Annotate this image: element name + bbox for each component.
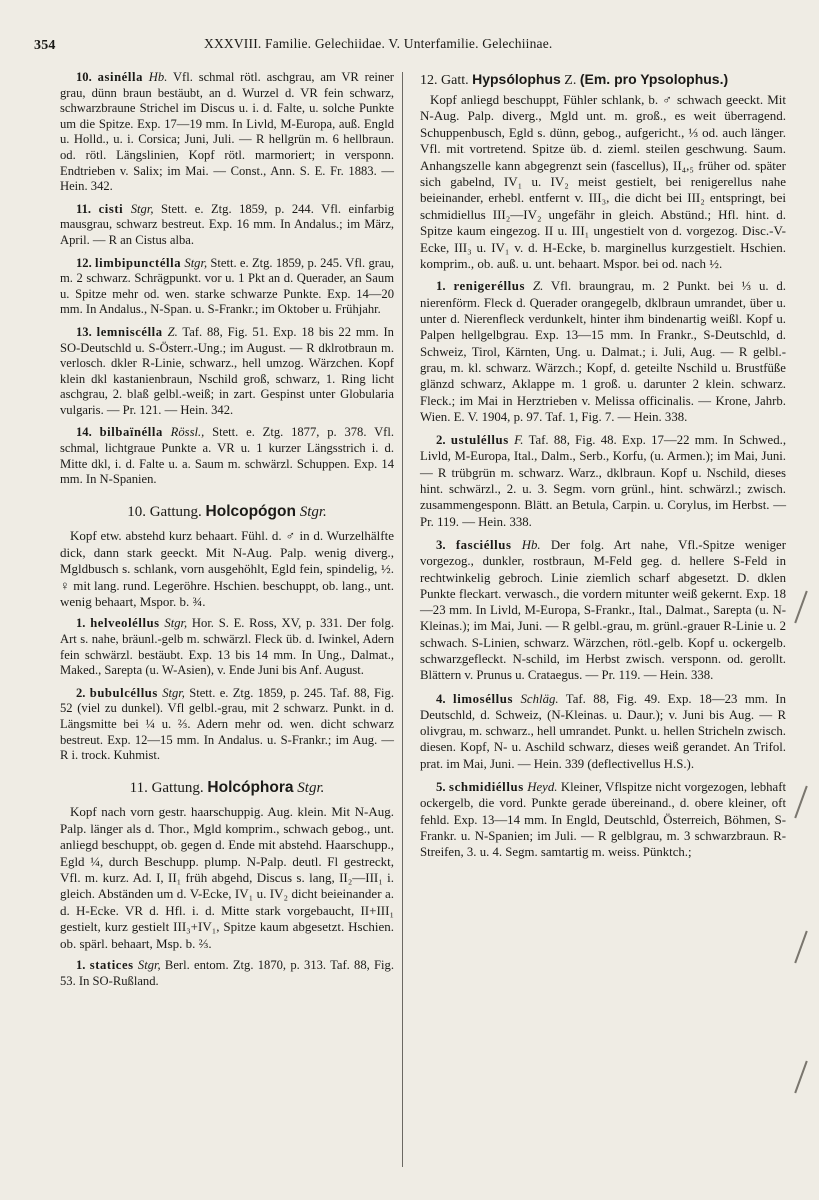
- species-author: Schläg.: [520, 691, 559, 706]
- right-column: [420, 70, 786, 868]
- species-author: Hb.: [148, 70, 168, 84]
- species-text: Der folg. Art nahe, Vfl.-Spitze weniger vorgezog., dunkler, rostbraun, M-Feld geg. d. hellere S-Feld in rechtwinkelig gebroch. Linie ziemlich scharf abgesetzt. D. dklen Punkte fleckart. verwasch., die vordern mitunter weiß gekernt. Exp. 18—23 mm. In Livld, M-Europa, S-Frankr., Ital., Dalmat., Sarepta (u. N-Kleinas.); im Mai, Juni. — R gelbl.-grau, m. grünl.-grauer R-Linie u. 2 schwach. S-Linien, schwarz. Wärzchen, rötl.-gelb. Kopf u. ockergelb. schwarzgefleckt. N-schild, im Herbst zwisch. versponn. od. gerollt. Blättern v. Prunus u. Crataegus. — Pr. 119. — Hein. 338.: [420, 537, 786, 683]
- genus-author: Z.: [564, 73, 577, 88]
- species-name: statices: [89, 958, 134, 973]
- species-text: Vfl. braungrau, m. 2 Punkt. bei ⅓ u. d. nierenförm. Fleck d. Querader orangegelb, dklbraun umrandet, über u. unter d. Nierenfleck verdunkelt, hinter ihm bindenartig weißl. Kopf u. Palpen hellgelbgrau. Exp. 13—15 mm. In Frankr., S-Deutschld, d. Schweiz, Tirol, Kärnten, Ung. u. Dalmat.; i. Juli, Aug. — R gelbl.-grau, m. kl. schwarz. Wärzch.; Kopf, d. geteilte Nschild u. Brustfüße glänzd schwarz, Aklappe m. 1 groß. u. darunter 2 klein. schwarz. Fleck.; im Mai in Herztrieben v. Melissa officinalis. — Krone, Jahrb. Wien. E. V. 1904, p. 97. Taf. 1, Fig. 7. — Hein. 338.: [420, 279, 786, 424]
- species-author: Stgr,: [184, 255, 208, 270]
- genus-emendation: (Em. pro Ypsolophus.): [579, 71, 729, 87]
- species-text: Stett. e. Ztg. 1877, p. 378. Vfl. schmal, lichtgraue Punkte a. VR u. 1 kurzer Längsstrich i. d. Mitte dkl, i. d. Falte u. a. Saum m. schwärzl. Schuppen. Exp. 14 mm. In N-Spanien.: [60, 425, 395, 487]
- species-number: 2.: [436, 433, 446, 448]
- species-name: schmidiéllus: [449, 780, 524, 795]
- species-entry: [420, 779, 786, 860]
- species-author: Hb.: [521, 537, 541, 552]
- species-number: 3.: [436, 537, 446, 552]
- species-name: bubulcéllus: [89, 685, 158, 700]
- species-paragraph: [60, 958, 394, 989]
- species-text: Kleiner, Vflspitze nicht vorgezogen, lebhaft ockergelb, die vord. Punkte gerade übereinand., d. obere kleiner, oft fehld. Exp. 13—14 mm. In Engld, Deutschld, Österreich, Böhmen, S-Frankr. u. N-Spanien; im Juli. — R gelblgrau, m. 3 schwarzbraun. R-Streifen, 3. u. 4. Segm. samtartig m. weiss. Pünktch.;: [420, 780, 787, 860]
- species-number: 11.: [76, 201, 92, 216]
- species-number: 12.: [76, 255, 92, 270]
- species-paragraph: [60, 686, 394, 764]
- species-paragraph: [60, 425, 394, 487]
- species-entry: [420, 432, 786, 530]
- species-entry: [60, 958, 394, 989]
- genus-name: Holcopógon: [205, 502, 296, 520]
- species-entry: [420, 691, 786, 772]
- species-list-gelechia: [60, 70, 394, 488]
- species-number: 2.: [76, 685, 86, 700]
- genus-name: Hypsólophus: [472, 71, 561, 87]
- species-entry: [420, 278, 786, 425]
- species-list-holcopogon: [60, 616, 394, 763]
- genus-name: Holcóphora: [207, 778, 294, 796]
- species-text: Berl. entom. Ztg. 1870, p. 313. Taf. 88, Fig. 53. In SO-Rußland.: [60, 958, 394, 988]
- species-author: Z.: [167, 324, 178, 339]
- species-paragraph: [60, 325, 394, 419]
- species-entry: [60, 425, 394, 487]
- pencil-margin-mark: [794, 931, 808, 964]
- pencil-margin-mark: [794, 786, 808, 819]
- species-number: 13.: [76, 324, 92, 339]
- species-paragraph: [60, 616, 394, 678]
- species-author: Heyd.: [527, 780, 558, 795]
- species-number: 10.: [76, 70, 92, 84]
- species-list-hypsolophus: [420, 278, 786, 860]
- genus-description-holcophora: Kopf nach vorn gestr. haarschuppig. Aug. klein. Mit N-Aug. Palp. länger als d. Thor., Mgld komprim., schwach gebog., unt. anliegd beschuppt, ob. gegen d. Ende mit abstehd. Haarschupp., Egld ¼, durch Beschupp. plump. N-Palp. deutl. Fl gestreckt, Vfl. m. kurz. Ad. I, II₁ früh abgehd, Discus s. lang, II₂—III₁ i. gleich. Abständen um d. V-Ecke, IV₁ u. IV₂ dicht beieinander a. d. H-Ecke. VR d. Hfl. i. d. Mitte stark vorgebaucht, II+III₁ gestielt, kurz gestielt III₃+IV₁, Spitze kaum abgesetzt. Hschien. ob. spärl. behaart, Msp. b. ⅔.: [60, 804, 394, 951]
- species-text: Taf. 88, Fig. 49. Exp. 18—23 mm. In Deutschld, d. Schweiz, (N-Kleinas. u. Daur.); v. Juni bis Aug. — R olivgrau, m. schwarz., hell umrandet. Punkt. u. hellen Stricheln zwisch. diesen. Kopf, N- u. Aschild schwarz, dieses weiß gerandet. An Trifol. prat. im Mai, Juni. — Hein. 339 (deflectivellus H.S.).: [420, 691, 787, 771]
- species-entry: [60, 616, 394, 678]
- species-author: Stgr,: [164, 616, 188, 631]
- species-text: Stett. e. Ztg. 1859, p. 245. Taf. 88, Fig. 52 (viel zu dunkel). Vfl gelbl.-grau, mit 2 schwarz. Punkt. in d. Längsmitte bei ¼ u. ⅔. Adern mehr od. wen. dicht schwarz bestreut. Exp. 12—15 mm. In Andalus. u. S-Frankr.; im Aug. — R i. trock. Kuhmist.: [60, 685, 394, 763]
- species-entry: [60, 70, 394, 195]
- page-number: 354: [34, 38, 56, 53]
- genus-heading-hypsolophus: [420, 70, 786, 90]
- species-name: fasciéllus: [455, 537, 512, 552]
- species-author: Z.: [532, 279, 544, 294]
- genus-number: 12. Gatt.: [420, 73, 469, 88]
- species-text: Taf. 88, Fig. 51. Exp. 18 bis 22 mm. In SO-Deutschld u. S-Österr.-Ung.; im August. — R dklrotbraun m. verlosch. dkler R-Linie, schwarz., hell umzog. Wärzchen. Kopf klein dkl kastanienbraun, Nschild groß, schwarz, 1. Ring licht aschgrau, 2. blaß gelbl.-weiß; in zart. Gespinst unter Globularia vulgaris. — Pr. 121. — Hein. 342.: [60, 324, 394, 417]
- species-number: 14.: [76, 425, 92, 440]
- species-name: helveoléllus: [90, 616, 160, 631]
- genus-number: 11. Gattung.: [129, 779, 204, 796]
- species-name: lemniscélla: [96, 324, 163, 339]
- species-author: F.: [514, 433, 524, 448]
- genus-author: Stgr.: [297, 779, 325, 796]
- species-author: Stgr,: [162, 685, 185, 700]
- species-text: Taf. 88, Fig. 48. Exp. 17—22 mm. In Schwed., Livld, M-Europa, Ital., Dalm., Serb., Korfu, (u. Armen.); im Mai, Juni. — R trübgrün m. schwarz. Warz., dklbraun. Kopf u. Nschild, dieses hint. schwärzl., 2. u. 3. Segm. vorn grünl., hint. schwärzl.; zwisch. zusammengesponn. Blätt. an Betula, Carpin. u. Corylus, im Herbst. — Pr. 119. — Hein. 338.: [420, 433, 787, 529]
- species-number: 1.: [76, 616, 86, 631]
- species-name: asinélla: [97, 70, 143, 84]
- pencil-margin-mark: [794, 1061, 808, 1094]
- species-paragraph: [420, 278, 786, 425]
- species-paragraph: [420, 432, 786, 530]
- species-text: Stett. e. Ztg. 1859, p. 245. Vfl. grau, m. 2 schwarz. Schrägpunkt. vor u. 1 Pkt an d. Querader, an Saum u. Spitze mehr od. wen. starke schwarze Punkte. Exp. 14—20 mm. In Andalus., N-Span. u. S-Frankr.; im Oktober u. Frühjahr.: [60, 255, 394, 317]
- species-author: Stgr,: [137, 958, 161, 973]
- species-text: Hor. S. E. Ross, XV, p. 331. Der folg. Art s. nahe, bräunl.-gelb m. schwärzl. Fleck üb. d. Iwinkel, Adern fein schwärzl. bestäubt. Exp. 13 bis 14 mm. In Ung., Dalmat., Maked., Sarepta (u. W-Asien), v. Ende Juni bis Anf. August.: [60, 616, 395, 678]
- species-name: ustuléllus: [450, 433, 509, 448]
- column-divider: [402, 72, 403, 1167]
- genus-description-holcopogon: Kopf etw. abstehd kurz behaart. Fühl. d. ♂ in d. Wurzelhälfte dick, dann stark geeckt. Mit N-Aug. Palp. wenig diverg., Mgldbusch s. schlank, vorn ausgehöhlt, Egld fein, spindelig, ½. ♀ mit lang. rund. Legeröhre. Hschien. beschuppt, ob. lang., unt. wenig behaart, Mspor. b. ¾.: [60, 528, 394, 610]
- species-entry: [420, 537, 786, 684]
- species-name: bilbaïnélla: [99, 425, 163, 440]
- species-author: Rössl.,: [170, 425, 205, 440]
- species-paragraph: [420, 779, 786, 860]
- species-author: Stgr,: [130, 201, 154, 216]
- species-entry: [60, 686, 394, 764]
- species-paragraph: [60, 256, 394, 318]
- species-number: 1.: [436, 279, 446, 294]
- genus-number: 10. Gattung.: [127, 503, 202, 520]
- species-name: renigeréllus: [453, 279, 526, 294]
- species-number: 5.: [436, 780, 446, 795]
- pencil-margin-mark: [794, 591, 808, 624]
- genus-heading-holcophora: [60, 780, 394, 797]
- species-paragraph: [60, 70, 394, 195]
- species-entry: [60, 256, 394, 318]
- species-number: 1.: [76, 958, 86, 973]
- genus-heading-holcopogon: [60, 504, 394, 521]
- species-entry: [60, 325, 394, 419]
- species-text: Stett. e. Ztg. 1859, p. 244. Vfl. einfarbig mausgrau, schwarz bestreut. Exp. 16 mm. In Andalus.; im März, April. — R an Cistus alba.: [60, 201, 395, 247]
- species-name: limoséllus: [453, 691, 514, 706]
- species-paragraph: [420, 691, 786, 772]
- left-column: [60, 70, 394, 996]
- species-name: cisti: [98, 201, 124, 216]
- genus-description-hypsolophus: Kopf anliegd beschuppt, Fühler schlank, b. ♂ schwach geeckt. Mit N-Aug. Palp. diverg., Mgld unt. m. groß., es weit überragend. Schuppenbusch, Egld s. dünn, gebog., aufgericht., ⅓ od. auch länger. Vfl. mit vortretend. Spitze üb. d. zieml. steilen geschwung. Saum. Anhangszelle kann abgegrenzt sein (fascellus), II₄,₅ früher od. später sich gabelnd, IV₁ u. IV₂ meist gestielt, bei renigerellus nahe beieinander, erhebl. entfernt v. III₃, die dicht bei III₂ entspringt, bei schmidiellus III₂—IV₂ ungefähr in gleich. Abstünd.; Hfl. hint. d. Spitze kaum eingezog. II u. III₁ ungestielt von d. vorgezog. Disc.-V-Ecke, III₃ u. IV₁ v. d. H-Ecke, b. marginellus kurzgestielt. Hschien. komprim., ob. auß. u. unt. behaart. Mspor. bei od. nach ½.: [420, 92, 786, 272]
- species-name: limbipunctélla: [95, 255, 182, 270]
- species-number: 4.: [436, 691, 446, 706]
- genus-author: Stgr.: [299, 503, 327, 520]
- running-title: XXXVIII. Familie. Gelechiidae. V. Unterfamilie. Gelechiinae.: [204, 36, 553, 51]
- species-paragraph: [420, 537, 786, 684]
- species-paragraph: [60, 202, 394, 249]
- running-header: [34, 34, 794, 56]
- species-text: Vfl. schmal rötl. aschgrau, am VR reiner grau, dünn braun bestäubt, an d. Wurzel d. VR fein schwarz, schwarzbraune Strichel im Discus u. i. d. Falte, u. solche Punkte um die Spitze. Exp. 17—19 mm. In Livld, M-Europa, auß. Engld u. Holld., u. i. Corsica; Juni, Juli. — R hellgrün m. 6 hellbraun. od. rötl. Längslinien, Kopf rötl. marmoriert; in versponn. Endtrieben v. Salix; im Mai. — Const., Ann. S. E. Fr. 1883. — Hein. 342.: [60, 70, 395, 194]
- species-list-holcophora: [60, 958, 394, 989]
- species-entry: [60, 202, 394, 249]
